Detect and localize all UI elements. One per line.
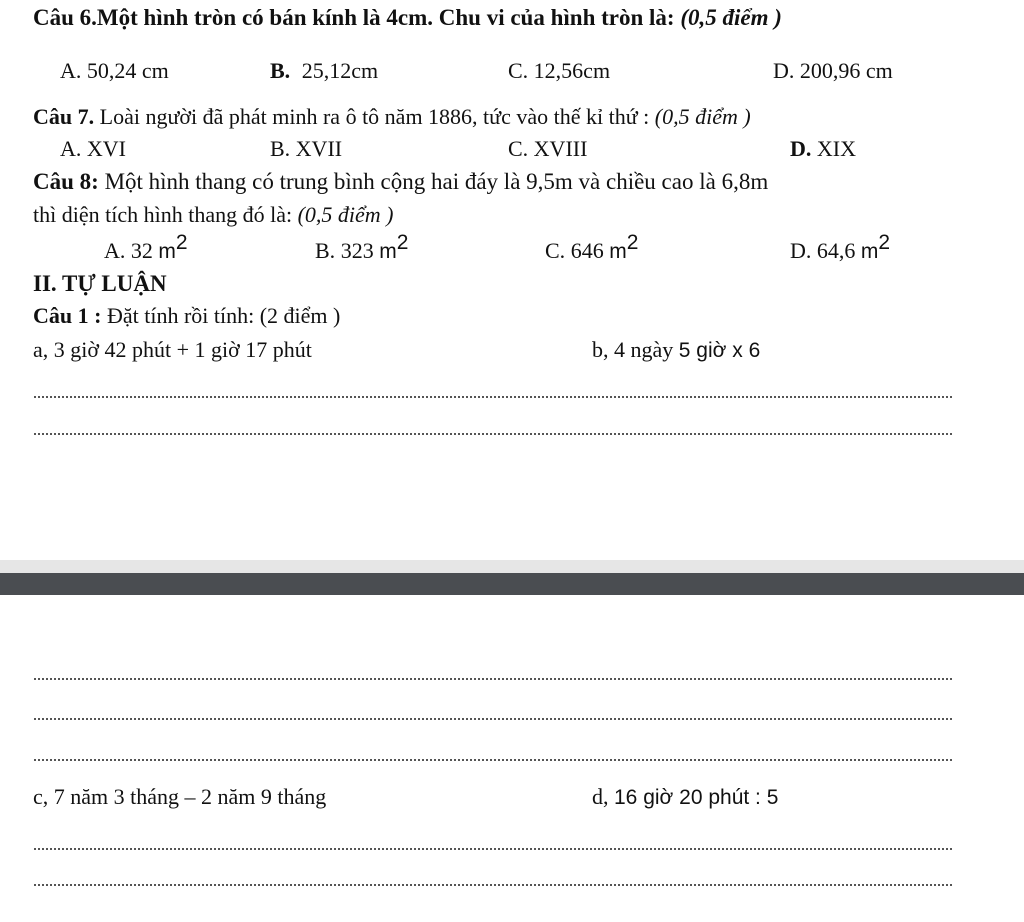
answer-line	[34, 396, 952, 398]
answer-line	[34, 433, 952, 435]
q8-option-d-letter: D.	[790, 238, 812, 263]
answer-line	[34, 884, 952, 886]
part-d	[592, 784, 778, 811]
q8-option-d-exp: 2	[878, 231, 891, 254]
answer-line	[34, 759, 952, 761]
q6-option-c: C. 12,56cm	[508, 58, 611, 83]
part-b-suffix: 5 giờ x 6	[678, 339, 761, 362]
q7-option-d-value: XIX	[816, 136, 856, 161]
q8-option-c-exp: 2	[626, 231, 639, 254]
q7-option-a: A. XVI	[60, 136, 126, 161]
q8-option-c-unit: m	[609, 240, 627, 263]
answer-line	[34, 848, 952, 850]
q8-option-a-exp: 2	[175, 231, 188, 254]
q6-option-d: D. 200,96 cm	[773, 58, 893, 83]
q8-option-b	[315, 231, 409, 265]
page-break-divider	[0, 573, 1024, 595]
question-8-line-1	[33, 168, 768, 195]
essay-question-1-label: Câu 1 :	[33, 303, 102, 328]
q8-option-b-value: 323	[340, 238, 374, 263]
q7-option-d	[790, 136, 856, 162]
q8-option-c-letter: C.	[545, 238, 566, 263]
q6-option-b-value: 25,12cm	[301, 58, 379, 83]
question-6-points: (0,5 điểm )	[680, 5, 782, 30]
q8-option-a-value: 32	[130, 238, 153, 263]
q8-option-c-value: 646	[570, 238, 604, 263]
q8-option-d-unit: m	[860, 240, 879, 263]
part-b	[592, 337, 760, 364]
q6-option-b	[270, 58, 378, 84]
q8-option-a-unit: m	[158, 240, 176, 263]
question-8-points: (0,5 điểm )	[297, 202, 394, 227]
essay-question-1	[33, 303, 340, 329]
page-break-shadow	[0, 560, 1024, 573]
answer-line	[34, 718, 952, 720]
part-a: a, 3 giờ 42 phút + 1 giờ 17 phút	[33, 337, 312, 362]
q7-option-b: B. XVII	[270, 136, 343, 161]
q8-option-a-letter: A.	[104, 238, 126, 263]
q8-option-d-value: 64,6	[816, 238, 856, 263]
q8-option-a	[104, 231, 188, 265]
question-7-points: (0,5 điểm )	[654, 104, 751, 129]
question-8-text-2: thì diện tích hình thang đó là:	[33, 202, 293, 227]
part-d-suffix: 16 giờ 20 phút : 5	[614, 786, 779, 809]
q8-option-b-unit: m	[379, 240, 397, 263]
part-b-prefix: b, 4 ngày	[592, 337, 674, 362]
q7-option-c: C. XVIII	[508, 136, 588, 161]
question-8-text-1: Một hình thang có trung bình cộng hai đáy là 9,5m và chiều cao là 6,8m	[104, 169, 769, 194]
question-8-label: Câu 8:	[33, 169, 99, 194]
q8-option-b-exp: 2	[396, 231, 409, 254]
question-6-text: Câu 6.Một hình tròn có bán kính là 4cm. Chu vi của hình tròn là:	[33, 5, 675, 30]
q6-option-b-letter: B.	[270, 58, 291, 83]
q8-option-d	[790, 231, 891, 265]
part-c: c, 7 năm 3 tháng – 2 năm 9 tháng	[33, 784, 327, 809]
question-7-label: Câu 7.	[33, 104, 95, 129]
part-d-prefix: d,	[592, 784, 609, 809]
question-7-text: Loài người đã phát minh ra ô tô năm 1886, tức vào thế kỉ thứ :	[99, 104, 650, 129]
answer-line	[34, 678, 952, 680]
q8-option-c	[545, 231, 639, 265]
q8-option-b-letter: B.	[315, 238, 336, 263]
q6-option-a: A. 50,24 cm	[60, 58, 169, 83]
question-7	[33, 104, 751, 130]
q7-option-d-letter: D.	[790, 136, 812, 161]
question-8-line-2	[33, 202, 394, 228]
question-6	[33, 4, 782, 31]
section-heading: II. TỰ LUẬN	[33, 271, 167, 296]
essay-question-1-text: Đặt tính rồi tính: (2 điểm )	[106, 303, 341, 328]
